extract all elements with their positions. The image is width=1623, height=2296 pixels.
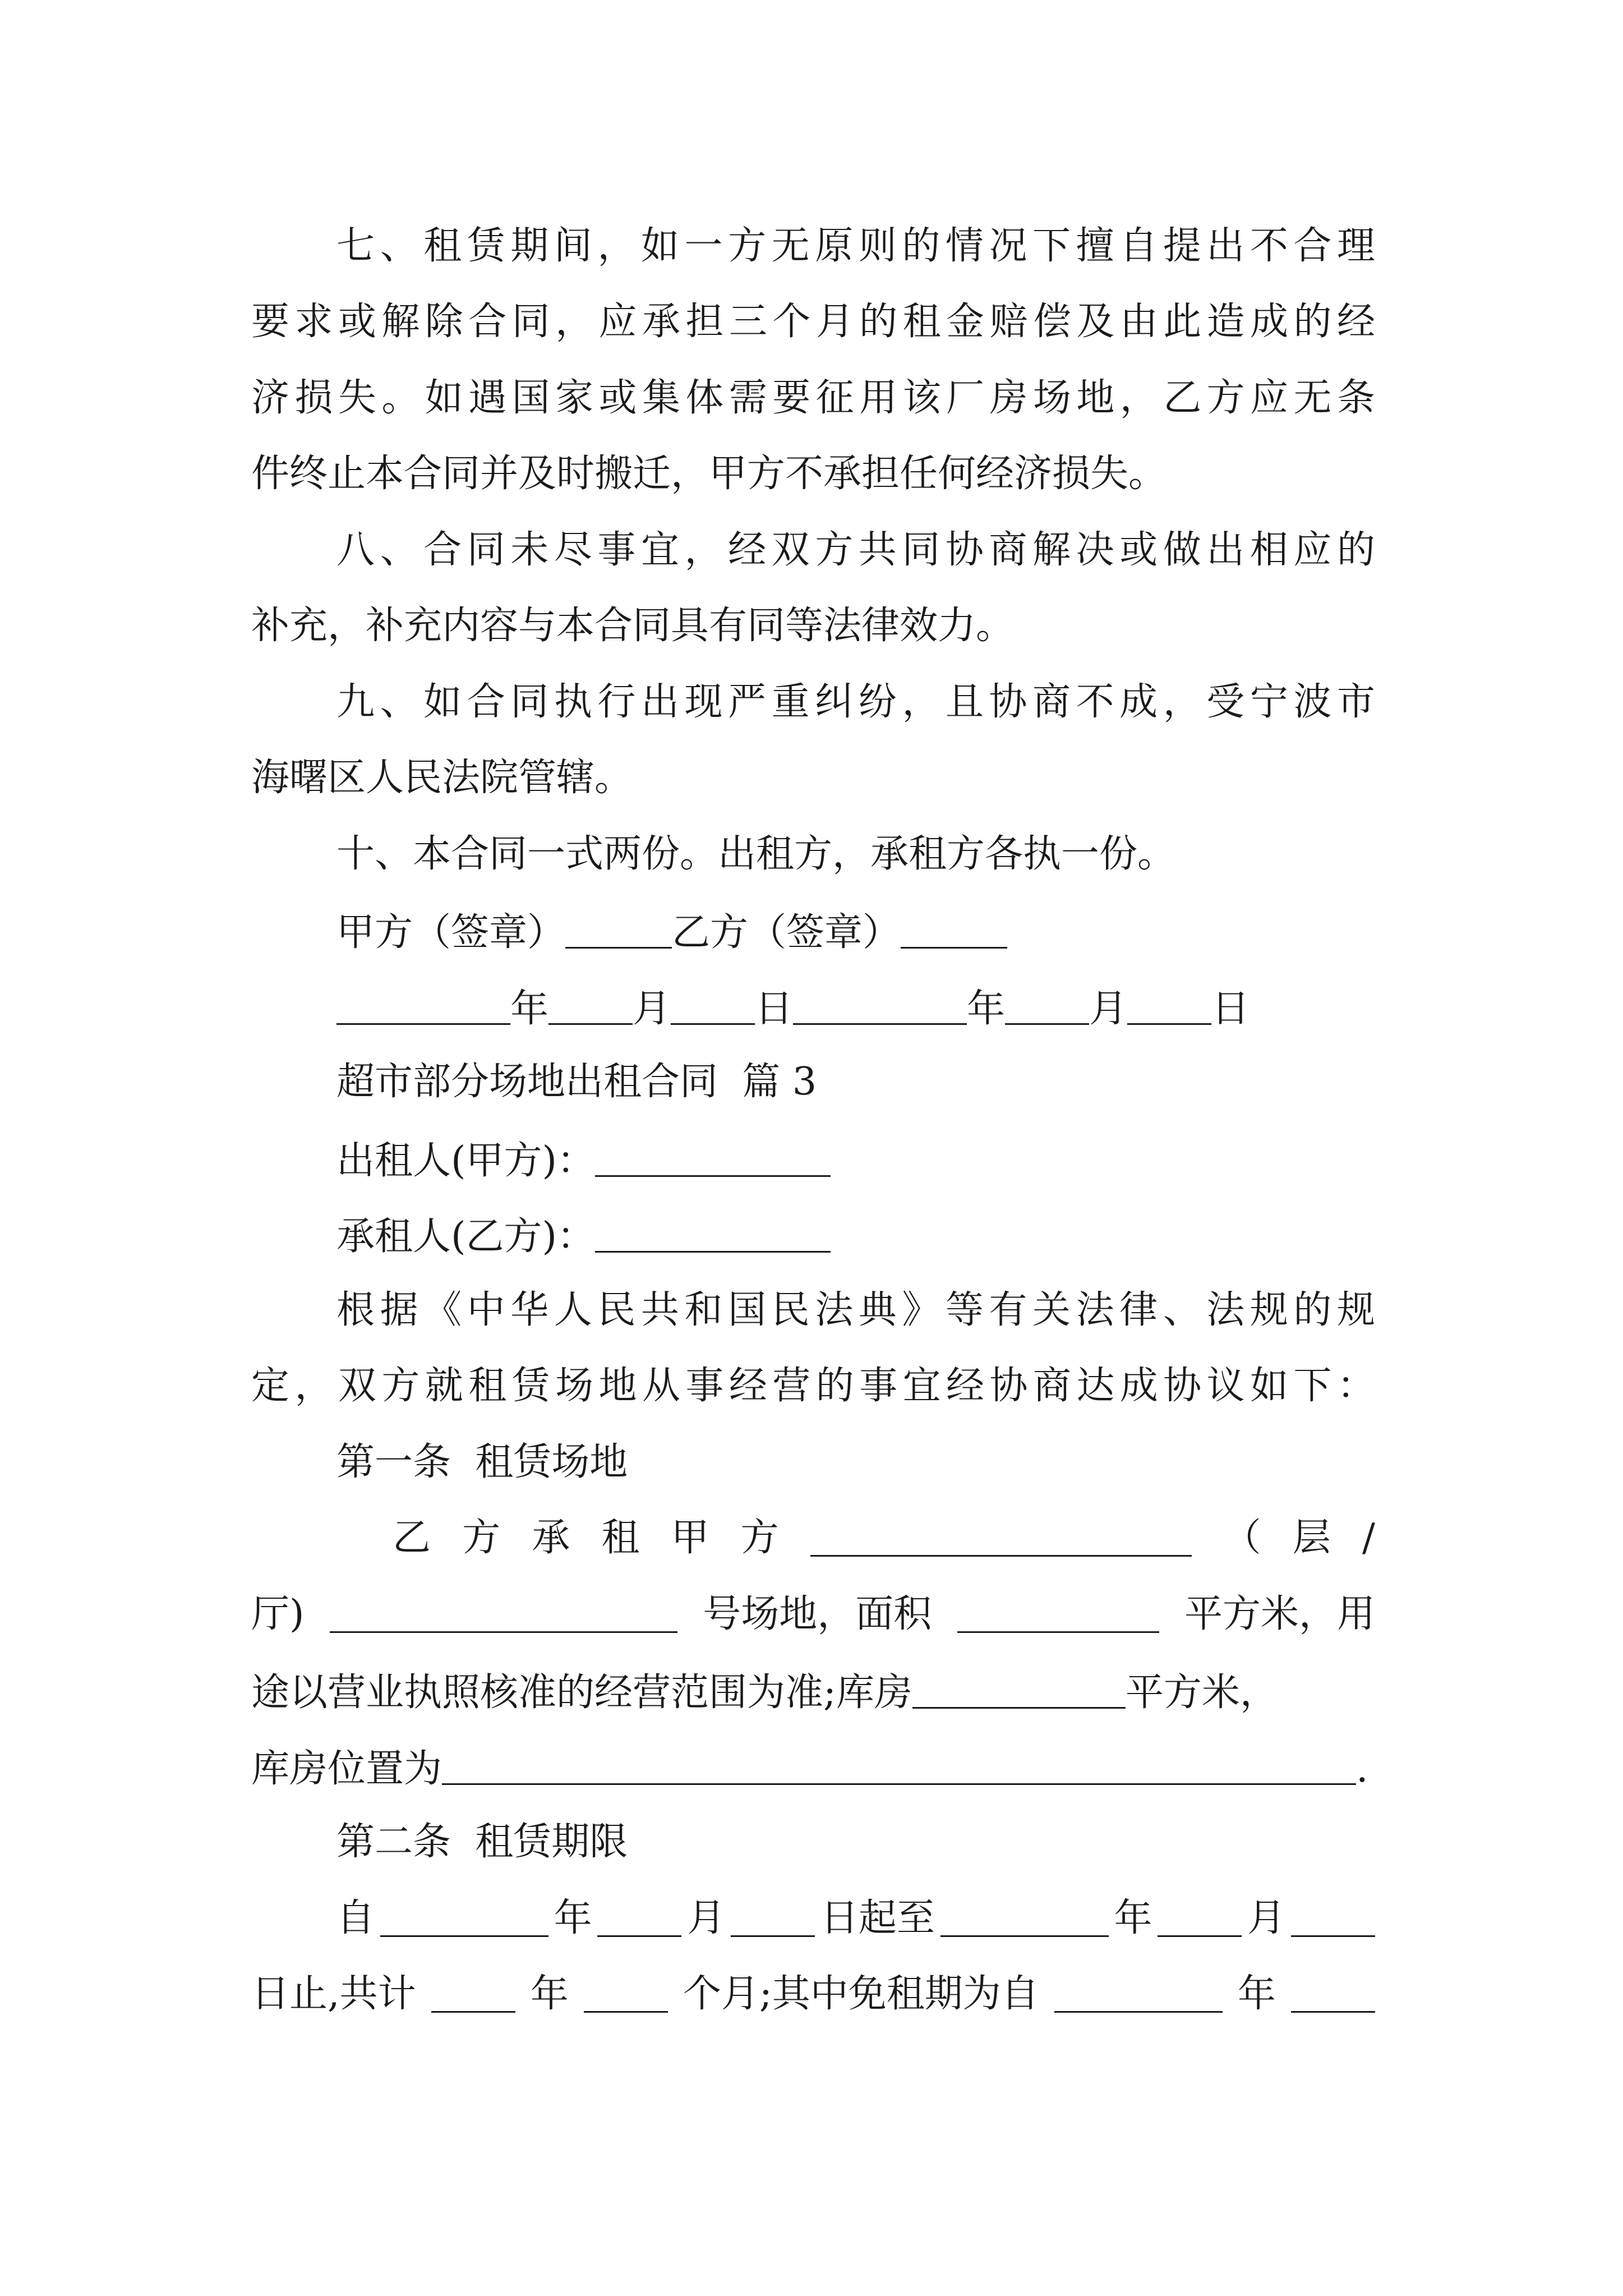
glyph: 方 [728,224,767,268]
glyph: 的 [1336,528,1375,572]
glyph: 国 [511,376,550,420]
glyph: 赁 [467,224,505,268]
glyph: 求 [294,300,333,344]
lessor-blank[interactable] [595,1139,831,1177]
glyph: 租 [902,300,941,344]
glyph: ， [294,1364,333,1408]
date-blank[interactable] [1054,1975,1223,2013]
date-blank[interactable] [1158,1899,1242,1937]
glyph: 赔 [989,300,1028,344]
glyph: 家 [555,376,594,420]
glyph: 偿 [1032,300,1071,344]
glyph: 无 [1293,376,1332,420]
glyph: 方 [1206,376,1245,420]
article-1-line-3 [251,1671,1373,1715]
glyph: 经 [1336,300,1375,344]
glyph: 成 [1119,680,1158,724]
glyph: 擅 [1076,224,1114,268]
storage-location-blank[interactable] [442,1747,1356,1785]
glyph: 的 [1293,300,1332,344]
clause-7-line-3 [251,376,1375,420]
glyph: 人 [554,1288,592,1332]
glyph: 法 [1206,1288,1245,1332]
glyph: 严 [728,680,767,724]
article-2-line-2 [251,1972,1375,2016]
glyph: 金 [946,300,985,344]
glyph: 自 [1119,224,1158,268]
glyph: 、 [380,528,418,572]
glyph: 由 [1119,300,1158,344]
glyph: 场 [1032,376,1071,420]
glyph: 不 [1249,224,1288,268]
glyph: 共 [640,1288,679,1332]
date-blank[interactable] [336,987,510,1025]
glyph: 方 [381,1364,420,1408]
glyph: 、 [380,224,418,268]
glyph: 现 [684,680,723,724]
glyph: 况 [989,224,1027,268]
article-2-text: 年 [530,1972,569,2016]
glyph: 民 [597,1288,636,1332]
glyph: 出 [640,680,679,724]
date-blank[interactable] [548,987,633,1025]
article-2-title: 第二条 租赁期限 [336,1820,628,1864]
glyph: 理 [1336,224,1375,268]
article-2-text: 月 [1247,1896,1286,1940]
glyph: 合 [1293,224,1332,268]
article-1-text: 方 [462,1516,501,1560]
glyph: 商 [1032,680,1071,724]
glyph: 用 [859,376,898,420]
glyph: ， [555,300,594,344]
glyph: 等 [945,1288,984,1332]
glyph: 要 [772,376,811,420]
glyph: 波 [1293,680,1332,724]
date-blank[interactable] [671,987,755,1025]
glyph: 同 [902,528,940,572]
clause-10: 十、本合同一式两份。出租方，承租方各执一份。 [336,832,1176,876]
glyph: 该 [902,376,941,420]
glyph: 解 [1032,528,1071,572]
clause-7-line-1 [336,224,1375,268]
glyph: 除 [425,300,463,344]
glyph: 同 [510,680,549,724]
date-blank[interactable] [731,1899,815,1937]
article-2-text: 自 [336,1896,375,1940]
glyph: 商 [1032,1364,1071,1408]
glyph: 租 [468,1364,507,1408]
glyph: 集 [642,376,680,420]
glyph: 法 [815,1288,854,1332]
glyph: 解 [381,300,420,344]
glyph: 下 [1032,224,1071,268]
glyph: 一 [684,224,723,268]
glyph: 及 [1076,300,1115,344]
glyph: ： [1336,1364,1375,1408]
lessor-label: 出租人(甲方)： [336,1139,596,1183]
glyph: 或 [598,376,637,420]
glyph: 经 [728,1364,767,1408]
lessor-line [336,1139,1458,1183]
article-1-text: 租 [601,1516,640,1560]
article-1-text: . [1356,1747,1368,1791]
article-2-line-1 [336,1896,1375,1940]
article-1-text: 途以营业执照核准的经营范围为准;库房 [251,1671,912,1715]
glyph: 关 [1032,1288,1071,1332]
article-1-text: （ [1223,1516,1261,1560]
glyph: 乙 [1163,376,1202,420]
article-1-line-4 [251,1747,1373,1791]
glyph: 的 [859,300,898,344]
article-1-title: 第一条 租赁场地 [336,1440,628,1484]
glyph: 尽 [554,528,592,572]
glyph: 协 [945,528,984,572]
glyph: 同 [511,300,550,344]
glyph: 相 [1249,528,1288,572]
glyph: 受 [1206,680,1245,724]
date-blank[interactable] [597,1899,681,1937]
glyph: 双 [338,1364,376,1408]
glyph: ， [902,680,940,724]
glyph: 经 [728,528,767,572]
glyph: 和 [684,1288,723,1332]
stall-number-blank[interactable] [330,1595,677,1633]
glyph: 从 [642,1364,680,1408]
party-b-signature-blank[interactable] [901,911,1007,949]
article-1-text: 库房位置为 [251,1747,442,1791]
glyph: 不 [1076,680,1114,724]
glyph: 造 [1206,300,1245,344]
glyph: 事 [685,1364,724,1408]
clause-8-line-1 [336,528,1375,572]
glyph: ， [684,528,723,572]
glyph: 纠 [815,680,854,724]
article-2-text: 日止,共计 [251,1972,416,2016]
glyph: 损 [294,376,333,420]
glyph: 体 [685,376,724,420]
glyph: 出 [1206,528,1245,572]
glyph: 。 [381,376,420,420]
glyph: 七 [336,224,375,268]
clause-8-line-2: 补充，补充内容与本合同具有同等法律效力。 [251,604,1015,648]
glyph: 的 [1293,1288,1332,1332]
glyph: 执 [554,680,592,724]
date-blank[interactable] [940,1899,1109,1937]
glyph: 营 [772,1364,811,1408]
date-blank[interactable] [1005,987,1089,1025]
glyph: 律 [1119,1288,1158,1332]
glyph: 个 [772,300,811,344]
glyph: 决 [1076,528,1114,572]
glyph: 定 [251,1364,290,1408]
glyph: 方 [815,528,854,572]
article-1-text: 乙 [393,1516,431,1560]
party-a-signature-label: 甲方（签章） [336,910,566,955]
glyph: 合 [467,680,505,724]
lessee-line [336,1214,1458,1259]
glyph: 事 [859,1364,898,1408]
glyph: 间 [554,224,592,268]
glyph: 济 [251,376,290,420]
glyph: 失 [338,376,376,420]
glyph: 原 [815,224,854,268]
glyph: 应 [1293,528,1332,572]
glyph: 下 [1293,1364,1332,1408]
glyph: 中 [467,1288,505,1332]
date-label: 年 [967,987,1006,1031]
glyph: 场 [555,1364,594,1408]
glyph: 如 [640,224,679,268]
glyph: 条 [1336,376,1375,420]
glyph: 根 [336,1288,375,1332]
glyph: 行 [597,680,636,724]
glyph: 合 [468,300,507,344]
glyph: 华 [510,1288,549,1332]
glyph: 遇 [468,376,507,420]
clause-7-line-4: 件终止本合同并及时搬迁，甲方不承担任何经济损失。 [251,452,1167,496]
glyph: 合 [423,528,462,572]
glyph: 且 [945,680,984,724]
article-1-text: 厅) [251,1592,305,1636]
glyph: 或 [1119,528,1158,572]
lessee-blank[interactable] [595,1215,831,1253]
clause-9-line-1 [336,680,1375,724]
date-blank[interactable] [1291,1899,1375,1937]
date-label: 年 [510,987,549,1031]
party-a-signature-blank[interactable] [565,911,672,949]
glyph: 典 [858,1288,897,1332]
article-2-text: 个月;其中免租期为自 [683,1972,1039,2016]
glyph: 征 [815,376,854,420]
glyph: 地 [598,1364,637,1408]
glyph: 应 [1250,376,1289,420]
glyph: 规 [1249,1288,1288,1332]
glyph: ， [597,224,636,268]
glyph: 三 [728,300,767,344]
glyph: 无 [771,224,810,268]
glyph: 地 [1076,376,1115,420]
glyph: 则 [858,224,897,268]
article-1-text: 方 [740,1516,779,1560]
date-label: 日 [1211,987,1250,1031]
article-1-text: 平方米，用 [1184,1592,1375,1636]
date-blank[interactable] [380,1899,548,1937]
article-2-text: 日起至 [820,1896,935,1940]
date-blank[interactable] [1291,1975,1375,2013]
article-2-text: 年 [1237,1972,1276,2016]
glyph: 达 [1076,1364,1115,1408]
glyph: 市 [1336,680,1375,724]
article-1-text: 承 [532,1516,570,1560]
glyph: 协 [989,680,1027,724]
article-1-text: 号场地，面积 [703,1592,932,1636]
glyph: 商 [989,528,1027,572]
article-1-text: 平方米， [1125,1671,1278,1715]
glyph: 要 [251,300,290,344]
glyph: 共 [858,528,897,572]
glyph: 做 [1163,528,1201,572]
glyph: 成 [1119,1364,1158,1408]
section-title: 超市部分场地出租合同 篇 3 [336,1060,817,1104]
glyph: 同 [467,528,505,572]
date-blank[interactable] [793,987,967,1025]
glyph: 房 [989,376,1028,420]
glyph: 租 [423,224,462,268]
article-1-text: 层 [1292,1516,1331,1560]
glyph: 事 [597,528,636,572]
glyph: ， [1163,680,1201,724]
glyph: 的 [902,224,940,268]
glyph: 九 [336,680,375,724]
glyph: 、 [380,680,418,724]
date-label: 日 [755,987,794,1031]
glyph: 据 [380,1288,418,1332]
glyph: 的 [815,1364,854,1408]
term-months-blank[interactable] [584,1975,668,2013]
floor-hall-blank[interactable] [810,1519,1192,1557]
article-1-line-2 [251,1592,1375,1636]
article-2-text: 年 [1114,1896,1152,1940]
glyph: 应 [598,300,637,344]
glyph: 、 [1163,1288,1201,1332]
glyph: 有 [989,1288,1027,1332]
glyph: 经 [946,1364,985,1408]
glyph: 情 [945,224,984,268]
glyph: 重 [771,680,810,724]
glyph: 如 [1250,1364,1289,1408]
glyph: 承 [642,300,680,344]
article-2-text: 年 [554,1896,592,1940]
date-label: 月 [633,987,671,1031]
glyph: 担 [685,300,724,344]
glyph: 如 [423,680,462,724]
glyph: 双 [771,528,810,572]
glyph: 协 [1163,1364,1202,1408]
clause-9-line-2: 海曙区人民法院管辖。 [251,756,633,800]
glyph: 宜 [640,528,679,572]
glyph: 规 [1336,1288,1375,1332]
glyph: 《 [423,1288,462,1332]
glyph: 八 [336,528,375,572]
glyph: 此 [1163,300,1202,344]
glyph: 如 [425,376,463,420]
date-label: 月 [1089,987,1128,1031]
term-years-blank[interactable] [431,1975,515,2013]
signature-date-line [336,987,1458,1031]
glyph: 宁 [1249,680,1288,724]
glyph: 法 [1076,1288,1114,1332]
glyph: ， [1119,376,1158,420]
glyph: 需 [728,376,767,420]
intro-line-2 [251,1364,1375,1408]
glyph: 或 [338,300,376,344]
glyph: 就 [425,1364,463,1408]
article-1-line-1 [393,1516,1375,1560]
glyph: 未 [510,528,549,572]
intro-line-1 [336,1288,1375,1332]
glyph: 厂 [946,376,985,420]
article-1-text: 甲 [671,1516,709,1560]
glyph: 出 [1206,224,1245,268]
glyph: 赁 [511,1364,550,1408]
glyph: 成 [1250,300,1289,344]
glyph: 协 [989,1364,1028,1408]
area-blank[interactable] [957,1595,1159,1633]
glyph: 提 [1163,224,1201,268]
storage-area-blank[interactable] [912,1671,1126,1709]
glyph: 纷 [858,680,897,724]
article-1-text: / [1362,1516,1375,1560]
glyph: 议 [1206,1364,1245,1408]
lessee-label: 承租人(乙方)： [336,1214,596,1259]
glyph: 宜 [902,1364,941,1408]
glyph: 民 [771,1288,810,1332]
glyph: 月 [815,300,854,344]
glyph: 国 [728,1288,767,1332]
clause-7-line-2 [251,300,1375,344]
glyph: 期 [510,224,549,268]
date-blank[interactable] [1127,987,1211,1025]
glyph: 》 [902,1288,940,1332]
signature-line [336,910,1458,955]
party-b-signature-label: 乙方（签章） [672,910,901,955]
article-2-text: 月 [687,1896,726,1940]
